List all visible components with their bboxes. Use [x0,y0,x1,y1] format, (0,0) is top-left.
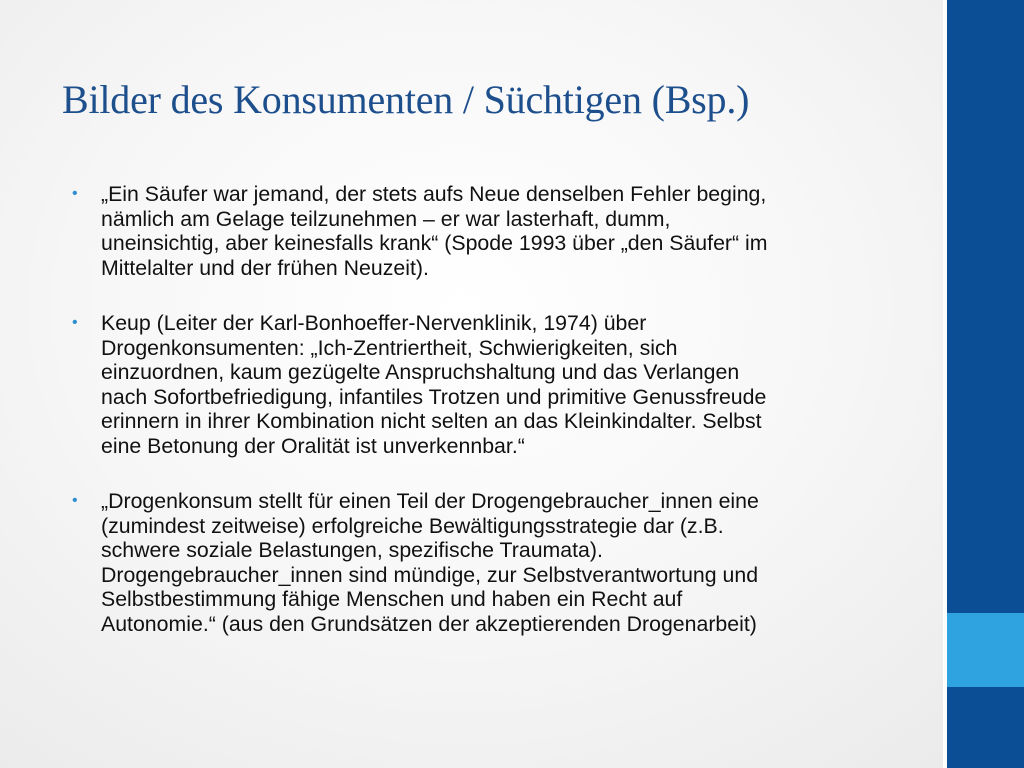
text-line: nämlich am Gelage teilzunehmen – er war lasterhaft, dumm, [101,206,671,231]
bullet-item-keup [70,311,900,458]
text-line: nach Sofortbefriedigung, infantiles Trotzen und primitive Genussfreude [101,384,767,409]
text-line: uneinsichtig, aber keinesfalls krank“ (Spode 1993 über „den Säufer“ im [101,231,768,255]
text-line: eine Betonung der Oralität ist unverkennbar.“ [101,433,525,458]
text-line: Drogengebraucher_innen sind mündige, zur Selbstverantwortung und [101,562,759,587]
bullet-item-spode [70,182,900,280]
text-line: schwere soziale Belastungen, spezifische Traumata). [101,538,603,562]
bullet-text [101,489,900,636]
text-line: (zumindest zeitweise) erfolgreiche Bewältigungsstrategie dar (z.B. [101,513,724,538]
bullet-dot-icon: • [72,492,78,509]
bullet-dot-icon: • [72,314,78,331]
text-line: Keup (Leiter der Karl-Bonhoeffer-Nervenklinik, 1974) über [101,311,647,335]
text-line: Mittelalter und der frühen Neuzeit). [101,255,429,280]
side-accent-block [947,613,1024,687]
bullet-item-grundsaetze [70,489,900,636]
slide-title: Bilder des Konsumenten / Süchtigen (Bsp.) [62,77,750,122]
bullet-text [101,182,900,280]
text-line: Selbstbestimmung fähige Menschen und haben ein Recht auf [101,587,683,611]
bullet-dot-icon: • [72,185,78,202]
bullet-text [101,311,900,458]
text-line: einzuordnen, kaum gezügelte Anspruchshaltung und das Verlangen [101,360,740,384]
text-line: „Ein Säufer war jemand, der stets aufs Neue denselben Fehler beging, [101,182,767,206]
text-line: Drogenkonsumenten: „Ich-Zentriertheit, Schwierigkeiten, sich [101,335,678,360]
bullet-list [70,182,900,667]
text-line: erinnern in ihrer Kombination nicht selten an das Kleinkindalter. Selbst [101,409,762,433]
text-line: Autonomie.“ (aus den Grundsätzen der akzeptierenden Drogenarbeit) [101,611,757,636]
text-line: „Drogenkonsum stellt für einen Teil der Drogengebraucher_innen eine [101,489,759,513]
